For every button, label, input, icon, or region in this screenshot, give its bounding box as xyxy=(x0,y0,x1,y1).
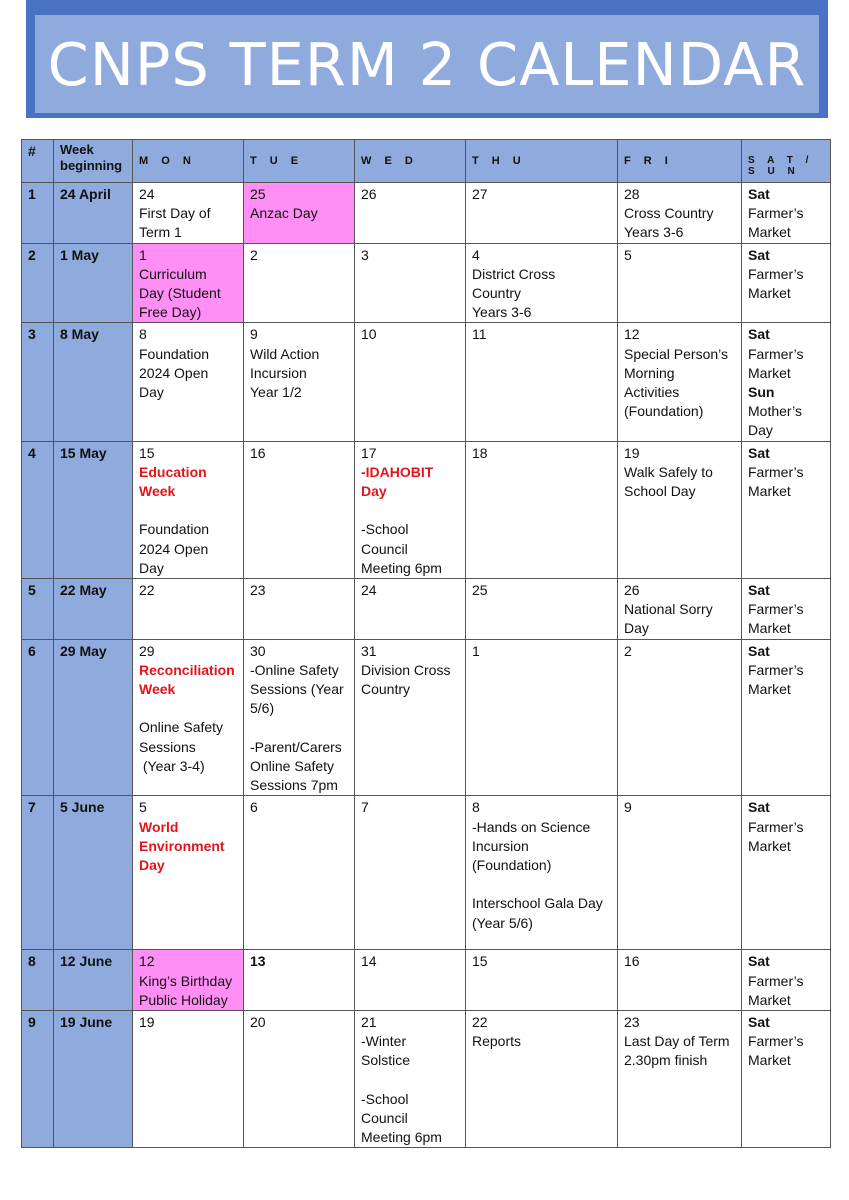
event-line: Week xyxy=(139,681,176,698)
event-line: Foundation xyxy=(139,521,210,538)
day-date: 21 xyxy=(361,1013,377,1030)
week-number-cell xyxy=(22,183,54,244)
header-wed xyxy=(355,140,466,183)
day-date: 27 xyxy=(472,186,488,202)
header-thu-label: T H U xyxy=(472,155,526,167)
day-date: 25 xyxy=(472,582,488,599)
day-cell-tue xyxy=(244,243,355,323)
event-line: Meeting 6pm xyxy=(361,559,442,576)
week-number-cell xyxy=(22,441,54,578)
event-line xyxy=(472,875,611,894)
title-banner xyxy=(26,0,828,118)
day-cell-mon xyxy=(133,323,244,441)
day-cell-mon xyxy=(133,441,244,578)
event-line: District Cross xyxy=(472,265,556,282)
event-line: Market xyxy=(748,991,791,1008)
event-line: 2024 Open xyxy=(139,540,209,557)
day-cell-fri xyxy=(618,243,742,323)
event-line: World xyxy=(139,818,179,835)
event-line: Last Day of Term xyxy=(624,1033,730,1050)
day-cell-tue xyxy=(244,579,355,640)
week-beginning-cell xyxy=(54,579,133,640)
week-number: 8 xyxy=(28,953,36,970)
event-line: Farmer’s xyxy=(748,345,804,362)
header-row xyxy=(22,140,831,183)
event-line xyxy=(250,718,348,737)
event-line: Market xyxy=(748,483,791,500)
event-line: 5/6) xyxy=(250,700,275,717)
day-cell-fri xyxy=(618,950,742,1011)
title-banner-inner xyxy=(35,15,819,113)
day-date: 31 xyxy=(361,642,377,659)
event-line: Free Day) xyxy=(139,304,202,321)
day-cell-tue xyxy=(244,323,355,441)
event-line: Market xyxy=(748,620,791,637)
week-number-cell xyxy=(22,796,54,950)
day-date: 18 xyxy=(472,444,488,461)
week-beginning: 29 May xyxy=(60,642,107,659)
day-cell-thu xyxy=(466,950,618,1011)
event-line: Market xyxy=(748,224,791,241)
event-line: Council xyxy=(361,540,408,557)
day-cell-sat xyxy=(742,579,831,640)
event-line: Farmer’s xyxy=(748,265,804,282)
day-cell-thu xyxy=(466,1010,618,1147)
day-cell-wed xyxy=(355,441,466,578)
day-cell-mon xyxy=(133,1010,244,1147)
event-line xyxy=(139,501,237,520)
event-line: Reconciliation xyxy=(139,661,235,678)
event-line: Online Safety xyxy=(139,719,224,736)
event-line: Day xyxy=(139,559,164,576)
day-date: 1 xyxy=(139,246,147,263)
day-cell-thu xyxy=(466,441,618,578)
event-line: Market xyxy=(748,681,791,698)
day-cell-wed xyxy=(355,796,466,950)
event-line: (Year 3-4) xyxy=(139,757,205,774)
week-beginning-cell xyxy=(54,950,133,1011)
event-line: Activities xyxy=(624,384,680,401)
week-number-cell xyxy=(22,323,54,441)
event-line: 2024 Open xyxy=(139,364,209,381)
calendar-body xyxy=(22,183,831,1148)
event-line: Day xyxy=(361,483,387,500)
week-beginning-cell xyxy=(54,796,133,950)
day-cell-sat xyxy=(742,323,831,441)
event-line: Council xyxy=(361,1109,408,1126)
week-number: 7 xyxy=(28,799,36,816)
event-line: Sessions (Year xyxy=(250,681,344,698)
day-cell-sat xyxy=(742,183,831,244)
event-line xyxy=(361,501,459,520)
day-date: Sat xyxy=(748,642,770,659)
day-date: 16 xyxy=(624,953,640,970)
event-line: (Foundation) xyxy=(472,856,552,873)
event-line: Day xyxy=(139,856,165,873)
event-line: Years 3-6 xyxy=(624,224,684,241)
event-line: Years 3-6 xyxy=(472,304,532,321)
table-row xyxy=(22,323,831,441)
event-line: Solstice xyxy=(361,1052,411,1069)
day-cell-tue xyxy=(244,183,355,244)
day-cell-tue xyxy=(244,639,355,796)
day-date: 26 xyxy=(624,582,640,599)
day-date: 15 xyxy=(139,444,155,461)
week-number-cell xyxy=(22,950,54,1011)
event-line: 2.30pm finish xyxy=(624,1052,708,1069)
event-line: Curriculum xyxy=(139,265,207,282)
day-date: 9 xyxy=(250,326,258,343)
event-line: National Sorry xyxy=(624,601,713,618)
event-line: Week xyxy=(139,483,176,500)
day-cell-thu xyxy=(466,639,618,796)
event-line: Farmer’s xyxy=(748,661,804,678)
week-number: 2 xyxy=(28,246,36,263)
event-line: Cross Country xyxy=(624,205,714,222)
day-cell-tue xyxy=(244,441,355,578)
header-satsun-line1: S A T / xyxy=(748,155,814,166)
event-line: Market xyxy=(748,364,791,381)
event-line: Reports xyxy=(472,1033,522,1050)
event-line: Wild Action xyxy=(250,345,320,362)
week-beginning: 8 May xyxy=(60,326,99,343)
day-cell-thu xyxy=(466,579,618,640)
event-line: Meeting 6pm xyxy=(361,1129,442,1146)
event-line: (Year 5/6) xyxy=(472,914,533,931)
week-beginning: 15 May xyxy=(60,444,107,461)
day-date: 19 xyxy=(624,444,640,461)
event-line: Market xyxy=(748,837,791,854)
event-line: First Day of xyxy=(139,205,211,222)
day-date: 26 xyxy=(361,186,377,202)
week-beginning-cell xyxy=(54,183,133,244)
day-date: Sat xyxy=(748,246,770,263)
event-line: Farmer’s xyxy=(748,818,804,835)
day-date: 1 xyxy=(472,642,480,659)
day-cell-fri xyxy=(618,796,742,950)
day-date: 8 xyxy=(139,326,147,343)
day-cell-wed xyxy=(355,243,466,323)
day-date: 17 xyxy=(361,444,377,461)
day-date: 22 xyxy=(472,1013,488,1030)
table-row xyxy=(22,579,831,640)
event-line: -School xyxy=(361,1090,409,1107)
header-tue-label: T U E xyxy=(250,155,304,167)
week-beginning-cell xyxy=(54,243,133,323)
day-date: 23 xyxy=(624,1013,640,1030)
event-line: Day xyxy=(624,620,649,637)
week-number-cell xyxy=(22,579,54,640)
event-line: Term 1 xyxy=(139,224,182,241)
day-date: 5 xyxy=(624,246,632,263)
day-cell-mon xyxy=(133,579,244,640)
event-line: Division Cross xyxy=(361,661,451,678)
week-beginning-cell xyxy=(54,323,133,441)
table-row xyxy=(22,950,831,1011)
event-line: Mother’s xyxy=(748,403,802,420)
week-beginning: 22 May xyxy=(60,582,107,599)
day-date: 6 xyxy=(250,799,258,816)
header-mon-label: M O N xyxy=(139,155,196,167)
day-date: Sat xyxy=(748,326,770,343)
day-cell-sat xyxy=(742,796,831,950)
event-line: Foundation xyxy=(139,345,210,362)
day-cell-fri xyxy=(618,1010,742,1147)
day-date: 24 xyxy=(361,582,377,599)
day-cell-fri xyxy=(618,323,742,441)
day-date: Sat xyxy=(748,582,770,599)
event-line: -Parent/Carers xyxy=(250,738,342,755)
header-satsun-label xyxy=(748,155,813,177)
event-line: Public Holiday xyxy=(139,991,228,1008)
header-week-line1: Week xyxy=(60,142,94,157)
calendar-table xyxy=(21,139,831,1148)
event-line: Online Safety xyxy=(250,757,335,774)
day-cell-wed xyxy=(355,1010,466,1147)
day-cell-thu xyxy=(466,183,618,244)
event-line: Day xyxy=(139,384,164,401)
table-row xyxy=(22,243,831,323)
header-week xyxy=(54,140,133,183)
day-cell-wed xyxy=(355,183,466,244)
day-cell-sat xyxy=(742,950,831,1011)
event-line: Sessions 7pm xyxy=(250,777,338,794)
table-row xyxy=(22,796,831,950)
page-title: CNPS TERM 2 CALENDAR xyxy=(47,29,807,99)
day-cell-fri xyxy=(618,441,742,578)
day-cell-tue xyxy=(244,950,355,1011)
event-line: Incursion xyxy=(472,837,529,854)
day-date: 7 xyxy=(361,799,369,816)
day-cell-mon xyxy=(133,639,244,796)
day-cell-sat xyxy=(742,1010,831,1147)
day-cell-sat xyxy=(742,639,831,796)
day-cell-wed xyxy=(355,950,466,1011)
week-beginning-cell xyxy=(54,441,133,578)
day-date: 19 xyxy=(139,1013,155,1030)
week-number: 1 xyxy=(28,186,36,202)
header-week-line2: beginning xyxy=(60,158,123,173)
event-line: Country xyxy=(361,681,411,698)
day-date: 2 xyxy=(624,642,632,659)
week-number-cell xyxy=(22,1010,54,1147)
day-date: Sat xyxy=(748,444,770,461)
week-beginning: 1 May xyxy=(60,246,99,263)
event-line: Year 1/2 xyxy=(250,384,302,401)
header-thu xyxy=(466,140,618,183)
week-number: 4 xyxy=(28,444,36,461)
day-date: 2 xyxy=(250,246,258,263)
header-mon xyxy=(133,140,244,183)
event-line: Day (Student xyxy=(139,285,221,302)
header-satsun xyxy=(742,140,831,183)
day-date: 14 xyxy=(361,953,377,970)
day-cell-mon xyxy=(133,796,244,950)
day-date: Sat xyxy=(748,1013,770,1030)
event-line: (Foundation) xyxy=(624,403,704,420)
day-date: 15 xyxy=(472,953,488,970)
day-date: 16 xyxy=(250,444,266,461)
event-line: -Online Safety xyxy=(250,661,339,678)
table-row xyxy=(22,441,831,578)
event-line: Farmer’s xyxy=(748,205,804,222)
event-line: Environment xyxy=(139,837,225,854)
event-line: Special Person’s xyxy=(624,345,729,362)
event-line: Farmer’s xyxy=(748,463,804,480)
event-line: Day xyxy=(748,422,773,439)
event-line: School Day xyxy=(624,483,696,500)
day-date: 10 xyxy=(361,326,377,343)
day-cell-mon xyxy=(133,950,244,1011)
event-line: Sun xyxy=(748,384,775,401)
day-date: Sat xyxy=(748,186,770,202)
table-row xyxy=(22,1010,831,1147)
day-cell-thu xyxy=(466,796,618,950)
header-fri xyxy=(618,140,742,183)
week-number-cell xyxy=(22,639,54,796)
day-cell-fri xyxy=(618,183,742,244)
event-line: -Hands on Science xyxy=(472,818,591,835)
week-number-cell xyxy=(22,243,54,323)
day-date: 28 xyxy=(624,186,640,202)
event-line: Walk Safely to xyxy=(624,463,713,480)
day-date: 11 xyxy=(472,326,487,343)
event-line: Morning xyxy=(624,364,675,381)
day-cell-wed xyxy=(355,579,466,640)
day-date: 13 xyxy=(250,953,266,970)
week-number: 5 xyxy=(28,582,36,599)
day-date: 9 xyxy=(624,799,632,816)
week-beginning-cell xyxy=(54,639,133,796)
header-tue xyxy=(244,140,355,183)
day-cell-tue xyxy=(244,1010,355,1147)
week-beginning: 19 June xyxy=(60,1013,113,1030)
week-number: 6 xyxy=(28,642,36,659)
header-week-label xyxy=(60,142,122,174)
event-line: Sessions xyxy=(139,738,196,755)
event-line: Market xyxy=(748,1052,791,1069)
week-number: 9 xyxy=(28,1013,36,1030)
day-date: 4 xyxy=(472,246,480,263)
day-cell-mon xyxy=(133,183,244,244)
day-date: 23 xyxy=(250,582,266,599)
day-date: 24 xyxy=(139,186,155,202)
header-num-label: # xyxy=(28,143,36,159)
day-date: 30 xyxy=(250,642,266,659)
header-wed-label: W E D xyxy=(361,155,418,167)
table-row xyxy=(22,639,831,796)
day-cell-sat xyxy=(742,243,831,323)
event-line: Interschool Gala Day xyxy=(472,895,603,912)
day-cell-thu xyxy=(466,323,618,441)
event-line: -IDAHOBIT xyxy=(361,463,434,480)
header-num xyxy=(22,140,54,183)
day-date: Sat xyxy=(748,953,770,970)
event-line: -School xyxy=(361,521,409,538)
week-beginning-cell xyxy=(54,1010,133,1147)
day-cell-fri xyxy=(618,639,742,796)
day-date: 8 xyxy=(472,799,480,816)
event-line xyxy=(139,699,237,718)
week-beginning: 12 June xyxy=(60,953,113,970)
day-date: 29 xyxy=(139,642,155,659)
header-fri-label: F R I xyxy=(624,155,673,167)
event-line: Farmer’s xyxy=(748,972,804,989)
day-date: 5 xyxy=(139,799,147,816)
event-line: -Winter xyxy=(361,1033,407,1050)
day-cell-mon xyxy=(133,243,244,323)
day-cell-fri xyxy=(618,579,742,640)
event-line xyxy=(361,1071,459,1090)
day-date: 25 xyxy=(250,186,266,202)
week-beginning: 24 April xyxy=(60,186,111,202)
week-number: 3 xyxy=(28,326,36,343)
day-cell-wed xyxy=(355,323,466,441)
day-cell-sat xyxy=(742,441,831,578)
event-line: Anzac Day xyxy=(250,205,318,222)
event-line: Market xyxy=(748,285,791,302)
header-satsun-line2: S U N xyxy=(748,166,800,177)
day-date: 22 xyxy=(139,582,155,599)
event-line: Incursion xyxy=(250,364,307,381)
day-cell-thu xyxy=(466,243,618,323)
day-cell-tue xyxy=(244,796,355,950)
event-line: Farmer’s xyxy=(748,1033,804,1050)
event-line: Farmer’s xyxy=(748,601,804,618)
day-cell-wed xyxy=(355,639,466,796)
event-line: Education xyxy=(139,463,207,480)
event-line: King’s Birthday xyxy=(139,972,233,989)
day-date: 3 xyxy=(361,246,369,263)
day-date: 12 xyxy=(624,326,640,343)
day-date: Sat xyxy=(748,799,770,816)
table-row xyxy=(22,183,831,244)
day-date: 12 xyxy=(139,953,155,970)
week-beginning: 5 June xyxy=(60,799,105,816)
event-line: Country xyxy=(472,285,522,302)
day-date: 20 xyxy=(250,1013,266,1030)
